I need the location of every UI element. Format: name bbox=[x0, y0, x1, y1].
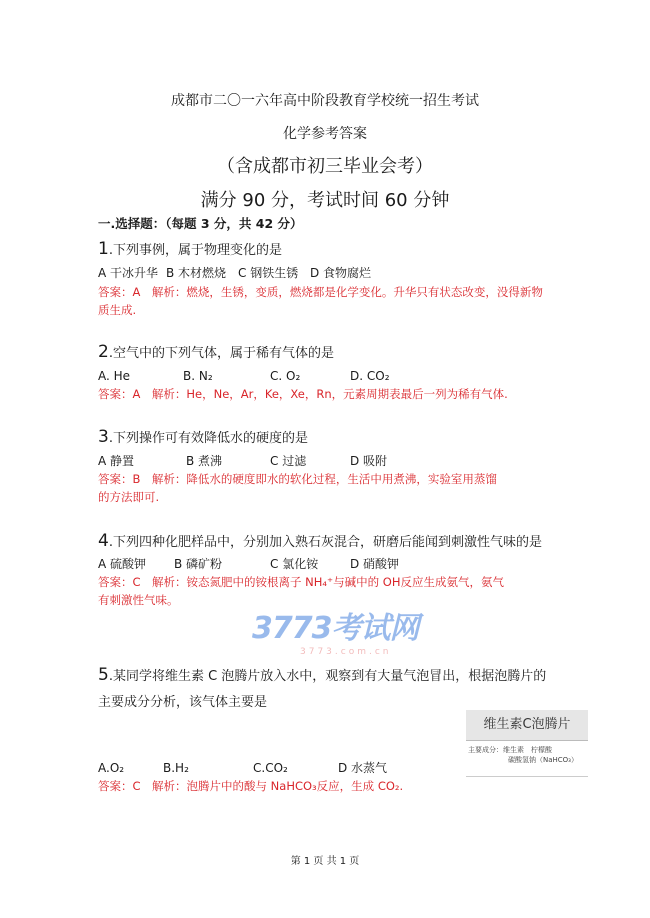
option: D 吸附 bbox=[350, 454, 388, 468]
question-number: 4 bbox=[98, 531, 109, 551]
option: B 磷矿粉 bbox=[174, 557, 223, 571]
option: D 食物腐烂 bbox=[310, 266, 372, 280]
question-number: 2 bbox=[98, 342, 109, 362]
option: A 干冰升华 bbox=[98, 266, 159, 280]
question-text-cont: 主要成分分析，该气体主要是 bbox=[98, 695, 268, 710]
question-3 bbox=[98, 429, 308, 447]
option: C 氯化铵 bbox=[270, 557, 319, 571]
option: B 煮沸 bbox=[186, 454, 223, 468]
option: A 硫酸钾 bbox=[98, 557, 147, 571]
answer-line: 答案：A 解析：燃烧，生锈，变质，燃烧都是化学变化。升华只有状态改变，没得新物 bbox=[98, 285, 543, 299]
answer-line: 答案：B 解析：降低水的硬度即水的软化过程，生活中用煮沸，实验室用蒸馏 bbox=[98, 472, 497, 486]
question-text: .某同学将维生素 C 泡腾片放入水中，观察到有大量气泡冒出，根据泡腾片的 bbox=[108, 669, 547, 684]
option: A. He bbox=[98, 369, 131, 383]
option: A.O₂ bbox=[98, 761, 125, 775]
option: D 水蒸气 bbox=[338, 761, 388, 775]
answer-line: 的方法即可. bbox=[98, 490, 160, 504]
option: C 过滤 bbox=[270, 454, 307, 468]
option: C.CO₂ bbox=[253, 761, 288, 775]
doc-title: 成都市二〇一六年高中阶段教育学校统一招生考试 bbox=[171, 93, 479, 109]
question-5 bbox=[98, 667, 546, 685]
question-2 bbox=[98, 344, 334, 362]
label-title: 维生素C泡腾片 bbox=[466, 710, 588, 741]
question-text: .下列四种化肥样品中，分别加入熟石灰混合，研磨后能闻到刺激性气味的是 bbox=[108, 535, 542, 550]
page-footer: 第 1 页 共 1 页 bbox=[290, 856, 360, 867]
watermark-sub: 3773.com.cn bbox=[300, 647, 392, 657]
vitamin-c-label-image bbox=[466, 710, 588, 777]
option: B.H₂ bbox=[163, 761, 189, 775]
option: C. O₂ bbox=[270, 369, 301, 383]
label-line2: 碳酸氢钠（NaHCO₃） bbox=[508, 756, 578, 764]
question-text: .下列操作可有效降低水的硬度的是 bbox=[108, 431, 308, 446]
doc-subtitle: 化学参考答案 bbox=[283, 126, 367, 142]
question-4 bbox=[98, 533, 542, 551]
answer-line: 答案：C 解析：铵态氮肥中的铵根离子 NH₄⁺与碱中的 OH反应生成氨气，氨气 bbox=[98, 575, 504, 589]
question-1 bbox=[98, 241, 282, 259]
label-line1: 主要成分：维生素 柠檬酸 bbox=[468, 746, 552, 754]
answer-line: 答案：A 解析：He，Ne，Ar，Ke，Xe，Rn，元素周期表最后一列为稀有气体. bbox=[98, 387, 508, 401]
option: B. N₂ bbox=[183, 369, 213, 383]
question-number: 1 bbox=[98, 239, 109, 259]
section-heading: 一.选择题：（每题 3 分，共 42 分） bbox=[98, 216, 303, 231]
question-text: .空气中的下列气体，属于稀有气体的是 bbox=[108, 346, 334, 361]
option: C 钢铁生锈 bbox=[238, 266, 299, 280]
option: D 硝酸钾 bbox=[350, 557, 400, 571]
option: D. CO₂ bbox=[350, 369, 390, 383]
question-number: 3 bbox=[98, 427, 109, 447]
option: A 静置 bbox=[98, 454, 135, 468]
option: B 木材燃烧 bbox=[166, 266, 227, 280]
question-text: .下列事例，属于物理变化的是 bbox=[108, 243, 282, 258]
doc-score: 满分 90 分，考试时间 60 分钟 bbox=[200, 190, 450, 211]
answer-line: 有刺激性气味。 bbox=[98, 593, 179, 607]
answer-line: 答案：C 解析：泡腾片中的酸与 NaHCO₃反应，生成 CO₂. bbox=[98, 779, 404, 793]
doc-note: （含成都市初三毕业会考） bbox=[217, 156, 433, 177]
watermark-logo: 3773考试网 bbox=[252, 611, 419, 646]
answer-line: 质生成. bbox=[98, 303, 137, 317]
question-number: 5 bbox=[98, 665, 109, 685]
